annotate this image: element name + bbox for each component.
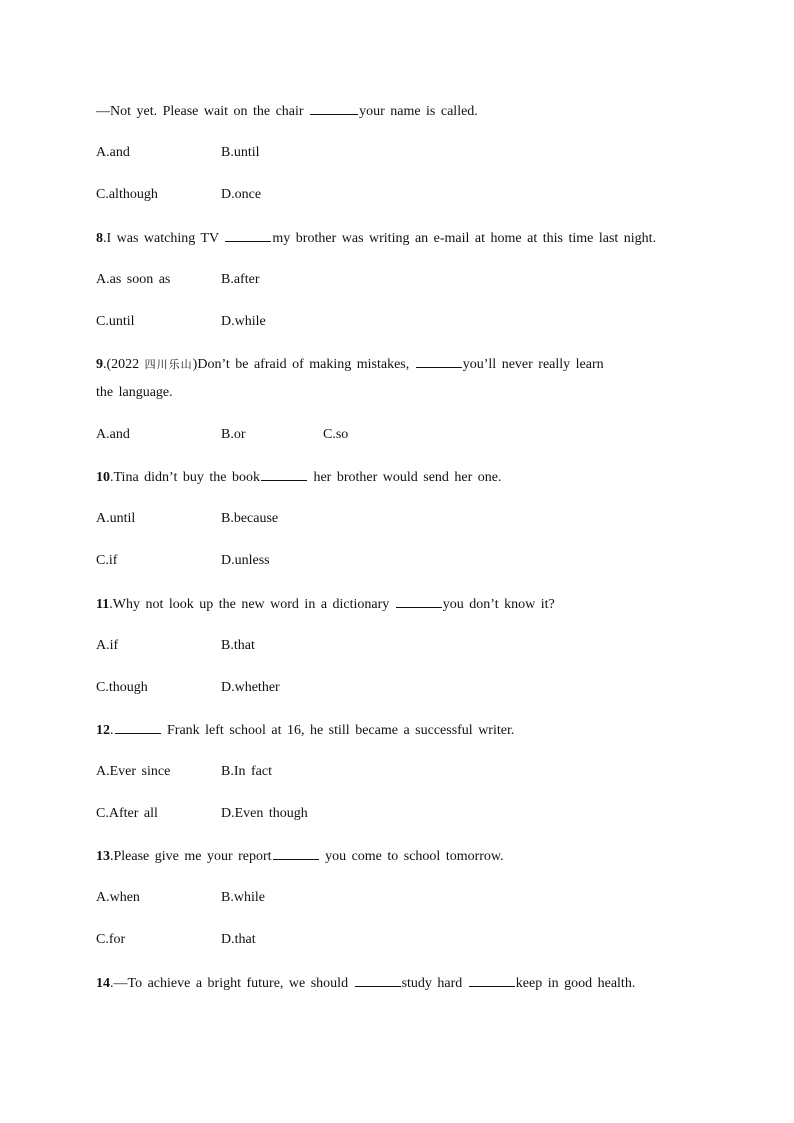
question-8-line: [96, 229, 656, 248]
intro-question-line: [96, 102, 478, 121]
question-text-part2: Frank left school at 16, he still became a successful writer.: [161, 723, 515, 738]
question-text-part1: .—To achieve a bright future, we should: [110, 976, 354, 991]
q13-option-a[interactable]: A.when: [96, 890, 140, 905]
question-text-part1: .Why not look up the new word in a dictionary: [109, 597, 395, 612]
question-text-part2: you don’t know it?: [442, 597, 555, 612]
q8-option-a[interactable]: A.as soon as: [96, 272, 171, 287]
question-text-part1: .Tina didn’t buy the book: [110, 470, 260, 485]
question-number: 9: [96, 357, 103, 372]
q9-option-a[interactable]: A.and: [96, 427, 130, 442]
q12-option-c[interactable]: C.After all: [96, 806, 158, 821]
question-number: 14: [96, 976, 110, 991]
q9-option-b[interactable]: B.or: [221, 427, 246, 442]
q12-option-a[interactable]: A.Ever since: [96, 764, 171, 779]
answer-blank[interactable]: [225, 229, 271, 242]
intro-text-part1: —Not yet. Please wait on the chair: [96, 104, 310, 119]
intro-option-c[interactable]: C.although: [96, 187, 158, 202]
question-9-line2: the language.: [96, 385, 173, 400]
question-11-line: [96, 595, 555, 614]
question-text-part1: .: [110, 723, 114, 738]
question-source-prefix: .(2022: [103, 357, 145, 372]
answer-blank[interactable]: [115, 721, 161, 734]
question-text-part2: you’ll never really learn: [462, 357, 604, 372]
q11-option-b[interactable]: B.that: [221, 638, 255, 653]
q9-option-c[interactable]: C.so: [323, 427, 349, 442]
answer-blank[interactable]: [416, 355, 462, 368]
question-9-line: [96, 355, 604, 374]
question-text-part1: .Please give me your report: [110, 849, 272, 864]
question-number: 12: [96, 723, 110, 738]
question-12-line: [96, 721, 514, 740]
answer-blank[interactable]: [310, 102, 358, 115]
q10-option-a[interactable]: A.until: [96, 511, 136, 526]
answer-blank[interactable]: [261, 468, 307, 481]
question-text-part1: .I was watching TV: [103, 231, 225, 246]
q12-option-d[interactable]: D.Even though: [221, 806, 308, 821]
answer-blank[interactable]: [355, 974, 401, 987]
question-text-part1: )Don’t be afraid of making mistakes,: [192, 357, 415, 372]
question-number: 8: [96, 231, 103, 246]
question-10-line: [96, 468, 502, 487]
intro-option-a[interactable]: A.and: [96, 145, 130, 160]
intro-option-b[interactable]: B.until: [221, 145, 260, 160]
q13-option-d[interactable]: D.that: [221, 932, 256, 947]
q10-option-c[interactable]: C.if: [96, 553, 118, 568]
q11-option-d[interactable]: D.whether: [221, 680, 280, 695]
q10-option-b[interactable]: B.because: [221, 511, 279, 526]
question-14-line: [96, 974, 635, 993]
answer-blank[interactable]: [396, 595, 442, 608]
intro-text-part2: your name is called.: [359, 104, 478, 119]
question-text-part2: her brother would send her one.: [307, 470, 502, 485]
question-text-part3: keep in good health.: [515, 976, 636, 991]
question-text-part2: study hard: [401, 976, 468, 991]
q8-option-c[interactable]: C.until: [96, 314, 135, 329]
intro-option-d[interactable]: D.once: [221, 187, 262, 202]
question-13-line: [96, 847, 504, 866]
q11-option-a[interactable]: A.if: [96, 638, 119, 653]
question-number: 13: [96, 849, 110, 864]
question-text-part2: you come to school tomorrow.: [319, 849, 504, 864]
q10-option-d[interactable]: D.unless: [221, 553, 270, 568]
q11-option-c[interactable]: C.though: [96, 680, 148, 695]
q12-option-b[interactable]: B.In fact: [221, 764, 272, 779]
question-text-part2: my brother was writing an e-mail at home at this time last night.: [272, 231, 657, 246]
question-number: 10: [96, 470, 110, 485]
question-source-label: 四川乐山: [144, 358, 193, 371]
q13-option-c[interactable]: C.for: [96, 932, 126, 947]
answer-blank[interactable]: [273, 847, 319, 860]
answer-blank[interactable]: [469, 974, 515, 987]
question-number: 11: [96, 597, 110, 612]
q8-option-d[interactable]: D.while: [221, 314, 266, 329]
q13-option-b[interactable]: B.while: [221, 890, 265, 905]
q8-option-b[interactable]: B.after: [221, 272, 260, 287]
